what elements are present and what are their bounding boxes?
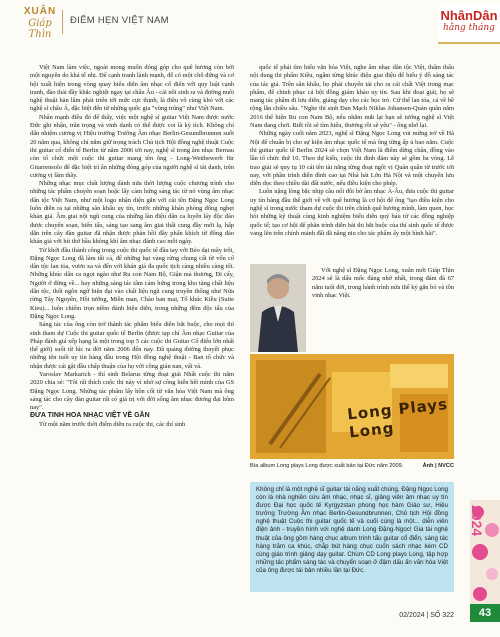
paragraph: Việt Nam làm việc, ngoài mong muốn đóng góp cho quê hương còn bởi một nguyên do khá tế nhị. Để cạnh tranh lành mạnh, để có một chỗ đứng và cơ hội xuất hiện trong vòng quay biểu diễn âm nhạc cổ điển với quy luật cạnh tranh, đào thải đầy khắc nghiệt ngay tại châu Âu - cái nôi sinh ra và đường nuôi nghệ thuật hàn lâm phát triển tới mức cực thịnh, là điều vô cùng khó với các nghệ sĩ châu Á, đặc biệt đến từ những quốc gia "vùng trũng" như Việt Nam. bbox=[30, 64, 234, 113]
logo-name: NhânDân bbox=[440, 8, 498, 23]
deco-year: 2024 bbox=[469, 505, 485, 537]
article-column-left bbox=[30, 64, 234, 429]
paragraph: Với nghệ sĩ Đặng Ngọc Long, xuân mới Giáp Thìn 2024 sẽ là dấu mốc đáng nhớ nhất, trong đám đà 67 năm tuổi đời, trong hành trình nửa thế kỷ gắn bó và tôn vinh nhạc Việt. bbox=[312, 267, 454, 299]
brand-bottom: Giáp Thìn bbox=[28, 18, 52, 40]
paragraph: Luôn nặng lòng bắc nhịp cầu nối đôi bờ âm nhạc Á-Âu, đưa cuộc thi guitar uy tín hàng đầu thế giới về với quê hương là cơ hội để ông "tạo điều kiện cho nghệ sĩ trong nước tham dự cuộc thi trên chính quê hương mình, làm quen, học hỏi những kỹ thuật cùng kinh nghiệm biểu diễn quý báu từ các đồng nghiệp quốc tế; tạo cơ hội để phân trình diễn bài thi bắt buộc của thí sinh quốc tế được vang lên trên chính mảnh đất đã nâng niu cho tác phẩm ấy một hình hài". bbox=[250, 188, 454, 237]
paragraph: Từ một năm trước thời điểm diễn ra cuộc thi, các thí sinh bbox=[39, 420, 186, 428]
paragraph: Sáng tác của ông còn trở thành tác phẩm biểu diễn bắt buộc, cho mọi thí sinh tham dự Cuộc thi guitar quốc tế Berlin (được tạp chí Âm nhạc Guitar của Pháp đánh giá xếp hạng là một trong top 5 các cuộc thi Guitar Cổ điển lớn nhất thế giới) suốt từ lúc ra đời năm 2006 đến nay. Đã quảng đường thuyết phục những tên tuổi uy tín hàng đầu trong Hội đồng nghệ thuật - Ban tổ chức và nhận được cái gật đầu chấp thuận của họ với công giản nan, vất vả. bbox=[30, 321, 234, 370]
issue-number: SỐ 322 bbox=[430, 612, 454, 619]
page-footer bbox=[250, 612, 454, 619]
footer-separator: | bbox=[426, 612, 431, 619]
page-header bbox=[0, 0, 500, 44]
issue-date: 02/2024 bbox=[399, 612, 425, 619]
nhandan-logo bbox=[438, 4, 500, 44]
album-title: Long Plays Long bbox=[346, 395, 449, 442]
paragraph: quốc tế phải tìm hiểu văn hóa Việt, nghe âm nhạc dân tộc Việt, thẩm thấu nội dung thi phẩm Kiều, ngẫm từng khúc điệu giai điệu để hiểu ý đồ sáng tác của tác giả. Trên sân khấu, họ phải chuyển tải cho ra cái chất Việt trong mạc phẩm, để chinh phục cả hội đồng giám khảo uy tín. Sau khi đoạt giải, họ sẽ mang tác phẩm đi lưu diễn, giảng dạy cho các học trò. Cứ thế lan tỏa, cả về bề rộng lẫn chiều sâu. "Nghe thí sinh Đan Mạch Niklas Johansen-Quán quân năm 2016 thể hiện Ru con Nam Bộ, nếu nhắm mắt lại bạn sẽ tưởng nghệ sĩ Việt Nam đang chơi. Biết rồi sẽ tìm hiểu, thương rồi sẽ yêu" - ông nhớ lại. bbox=[250, 64, 454, 130]
paragraph: Những ngày cuối năm 2023, nghệ sĩ Đặng Ngọc Long vui mừng trở về Hà Nội để chuẩn bị cho sự kiện âm nhạc quốc tế mà ông từng ấp ủ bao năm. Cuộc thi guitar quốc tế Berlin 2024 sẽ chọn Việt Nam là điểm dừng chân, đồng vào lần tổ chức thứ 10. Theo dự kiến, cuộc thi đỉnh đám này sẽ gồm ba vòng. Lễ trao giải sẽ quy tụ 10 cái tên tài năng từng đoạt ngôi vị Quán quân từ trước tới nay, với phần trình diễn đỉnh cao tại Nhà hát Lớn Hà Nội và một chuyến lưu diễn dọc theo chiều dài đất nước, nếu điều kiện cho phép. bbox=[250, 130, 454, 188]
brand-top: XUÂN bbox=[23, 6, 57, 17]
article-column-narrow bbox=[312, 267, 454, 300]
photo-credit: Ảnh | NVCC bbox=[422, 463, 454, 469]
paragraph: Nhân mạnh điều đó để thấy, việc một nghệ sĩ guitar Việt Nam được nước Đức ghi nhận, trân trọng và vinh danh có thể được coi là kỳ tích. Không chỉ dấn nhiệm cương vị Hiệu trưởng Trường Âm nhạc Berlin-Gesundbrunnen suốt 20 năm qua, không chỉ nắm giữ trọng trách Chủ tịch Hội đồng nghệ thuật Cuộc thi guitar cổ điển tế Berlin từ năm 2006 tới nay, nghệ sĩ trong âm nhạc Bernau còn tổ chức một cuộc thi guitar mang tên ông - Long-Wettbewerb für Gitarrensolo để đặc biệt trì ân những đóng góp của người nghệ sĩ tài danh, trên cương vị lâm thầy. bbox=[30, 113, 234, 179]
artist-photo bbox=[250, 264, 306, 352]
logo-sub: hằng tháng bbox=[443, 23, 495, 33]
xuan-brand bbox=[22, 6, 58, 40]
paragraph: Những nhạc mục chất lượng dành nửa thời lượng cuộc chương trình cho những tác phẩm chuyên soạn hoặc lấy cảm hứng sáng tác từ nó vùng âm nhạc dân tộc Việt Nam, như một logo nhận diện gắn với cái tên Đặng Ngọc Long luôn diễn ra tại những sân khấu uy tín, trước những khán phòng đông nghẹt khán giả. Âm giai nội ngũ cung của những làn điệu dân ca luyến láy độc đáo được chuyển soạn, biến tấu, sáng tạo sang âm giai thất cung đầy mới lạ, hấp dẫn trên cây đàn guitar đã nhận được phản hồi đầy phấn khích từ đông đảo khán giả với hít thở bầu không khí âm nhạc đánh cao mỗi ngày. bbox=[30, 180, 234, 246]
header-divider bbox=[62, 10, 63, 34]
info-box bbox=[250, 482, 454, 592]
album-cover-image bbox=[250, 354, 454, 459]
subheading: ĐƯA TINH HOA NHẠC VIỆT VỀ GẦN bbox=[30, 412, 150, 420]
section-title: ĐIỂM HẸN VIỆT NAM bbox=[70, 15, 169, 26]
caption-text: Bìa album Long plays Long được xuất bản tại Đức năm 2009. bbox=[250, 463, 404, 469]
photo-caption bbox=[250, 463, 454, 470]
paragraph: Từ khởi đầu thành công trong cuộc thi quốc tế đầu tay với Bèo dạt mây trôi, Đặng Ngọc Long đã làm tất cả, để những hạt vàng rừng chung cất từ vốn cổ dân tộc lan tỏa, vươn xa và đến với khán giả đa quốc tịch càng nhiều càng tốt. Những khúc dân ca ngọt ngào như Ru con Nam Bộ, Giận mà thương, Đi cấy, Người ở đừng về... hay những sáng tác tâm cảm hứng trong kho tàng chất liệu dân tộc, thổi ngôn ngữ hiện đại vào chất liệu ngũ cung truyền thống như Nửa rừng Tây Nguyên, Hồi tưởng, Miền man, Chào ban mai, Tổ khúc Kiều (Suite Kieu)... luôn chiếm trọn niềm đánh hiệu diễn, trong những đêm độc tấu của Đặng Ngọc Long. bbox=[30, 246, 234, 320]
article-column-right bbox=[250, 64, 454, 238]
page-number: 43 bbox=[470, 604, 500, 622]
info-box-text: Không chỉ là một nghệ sĩ guitar tài năng xuất chúng, Đặng Ngọc Long còn là nhà nghiên cứu âm nhạc, nhạc sĩ, giảng viên âm nhạc uy tín được Đại học quốc tế Kyrgyzstan phong học hàm Giáo sư, Hiệu trưởng Trường Âm nhạc Berlin-Gesundbrunnen, Chủ tịch Hội đồng nghệ thuật Cuộc thi guitar quốc tế và cuối cùng là một... diễn viên điện ảnh - truyền hình với nghệ danh Long Đặng-Ngọc! Gia tài nghệ thuật của ông gồm hàng chục album trình tấu guitar cổ điển, sáng tác hàng trăm ca khúc, chắp bút hàng chục cuốn sách nhạc kèm CD cùng giáo trình giảng dạy guitar. Chùm CD Long plays Long, tập hợp những tác phẩm sáng tác và chuyển soạn ở đậm dấu ấn văn hóa Việt của ông được tái bản nhiều lần tại Đức. bbox=[256, 486, 448, 574]
paragraph: Yaroslav Markarich - thí sinh Belarus từng đoạt giải Nhất cuộc thi năm 2020 chia sẻ: "Tôi rất thích cuộc thi này vì nhờ sự công hiến hết mình của GS Đặng Ngọc Long. Những tác phẩm lấy hồn cốt từ văn hóa Việt Nam mà ông sáng tác cho cây đàn guitar rất có giá trị với đời sống âm nhạc đương đại hôm nay". bbox=[30, 370, 234, 412]
